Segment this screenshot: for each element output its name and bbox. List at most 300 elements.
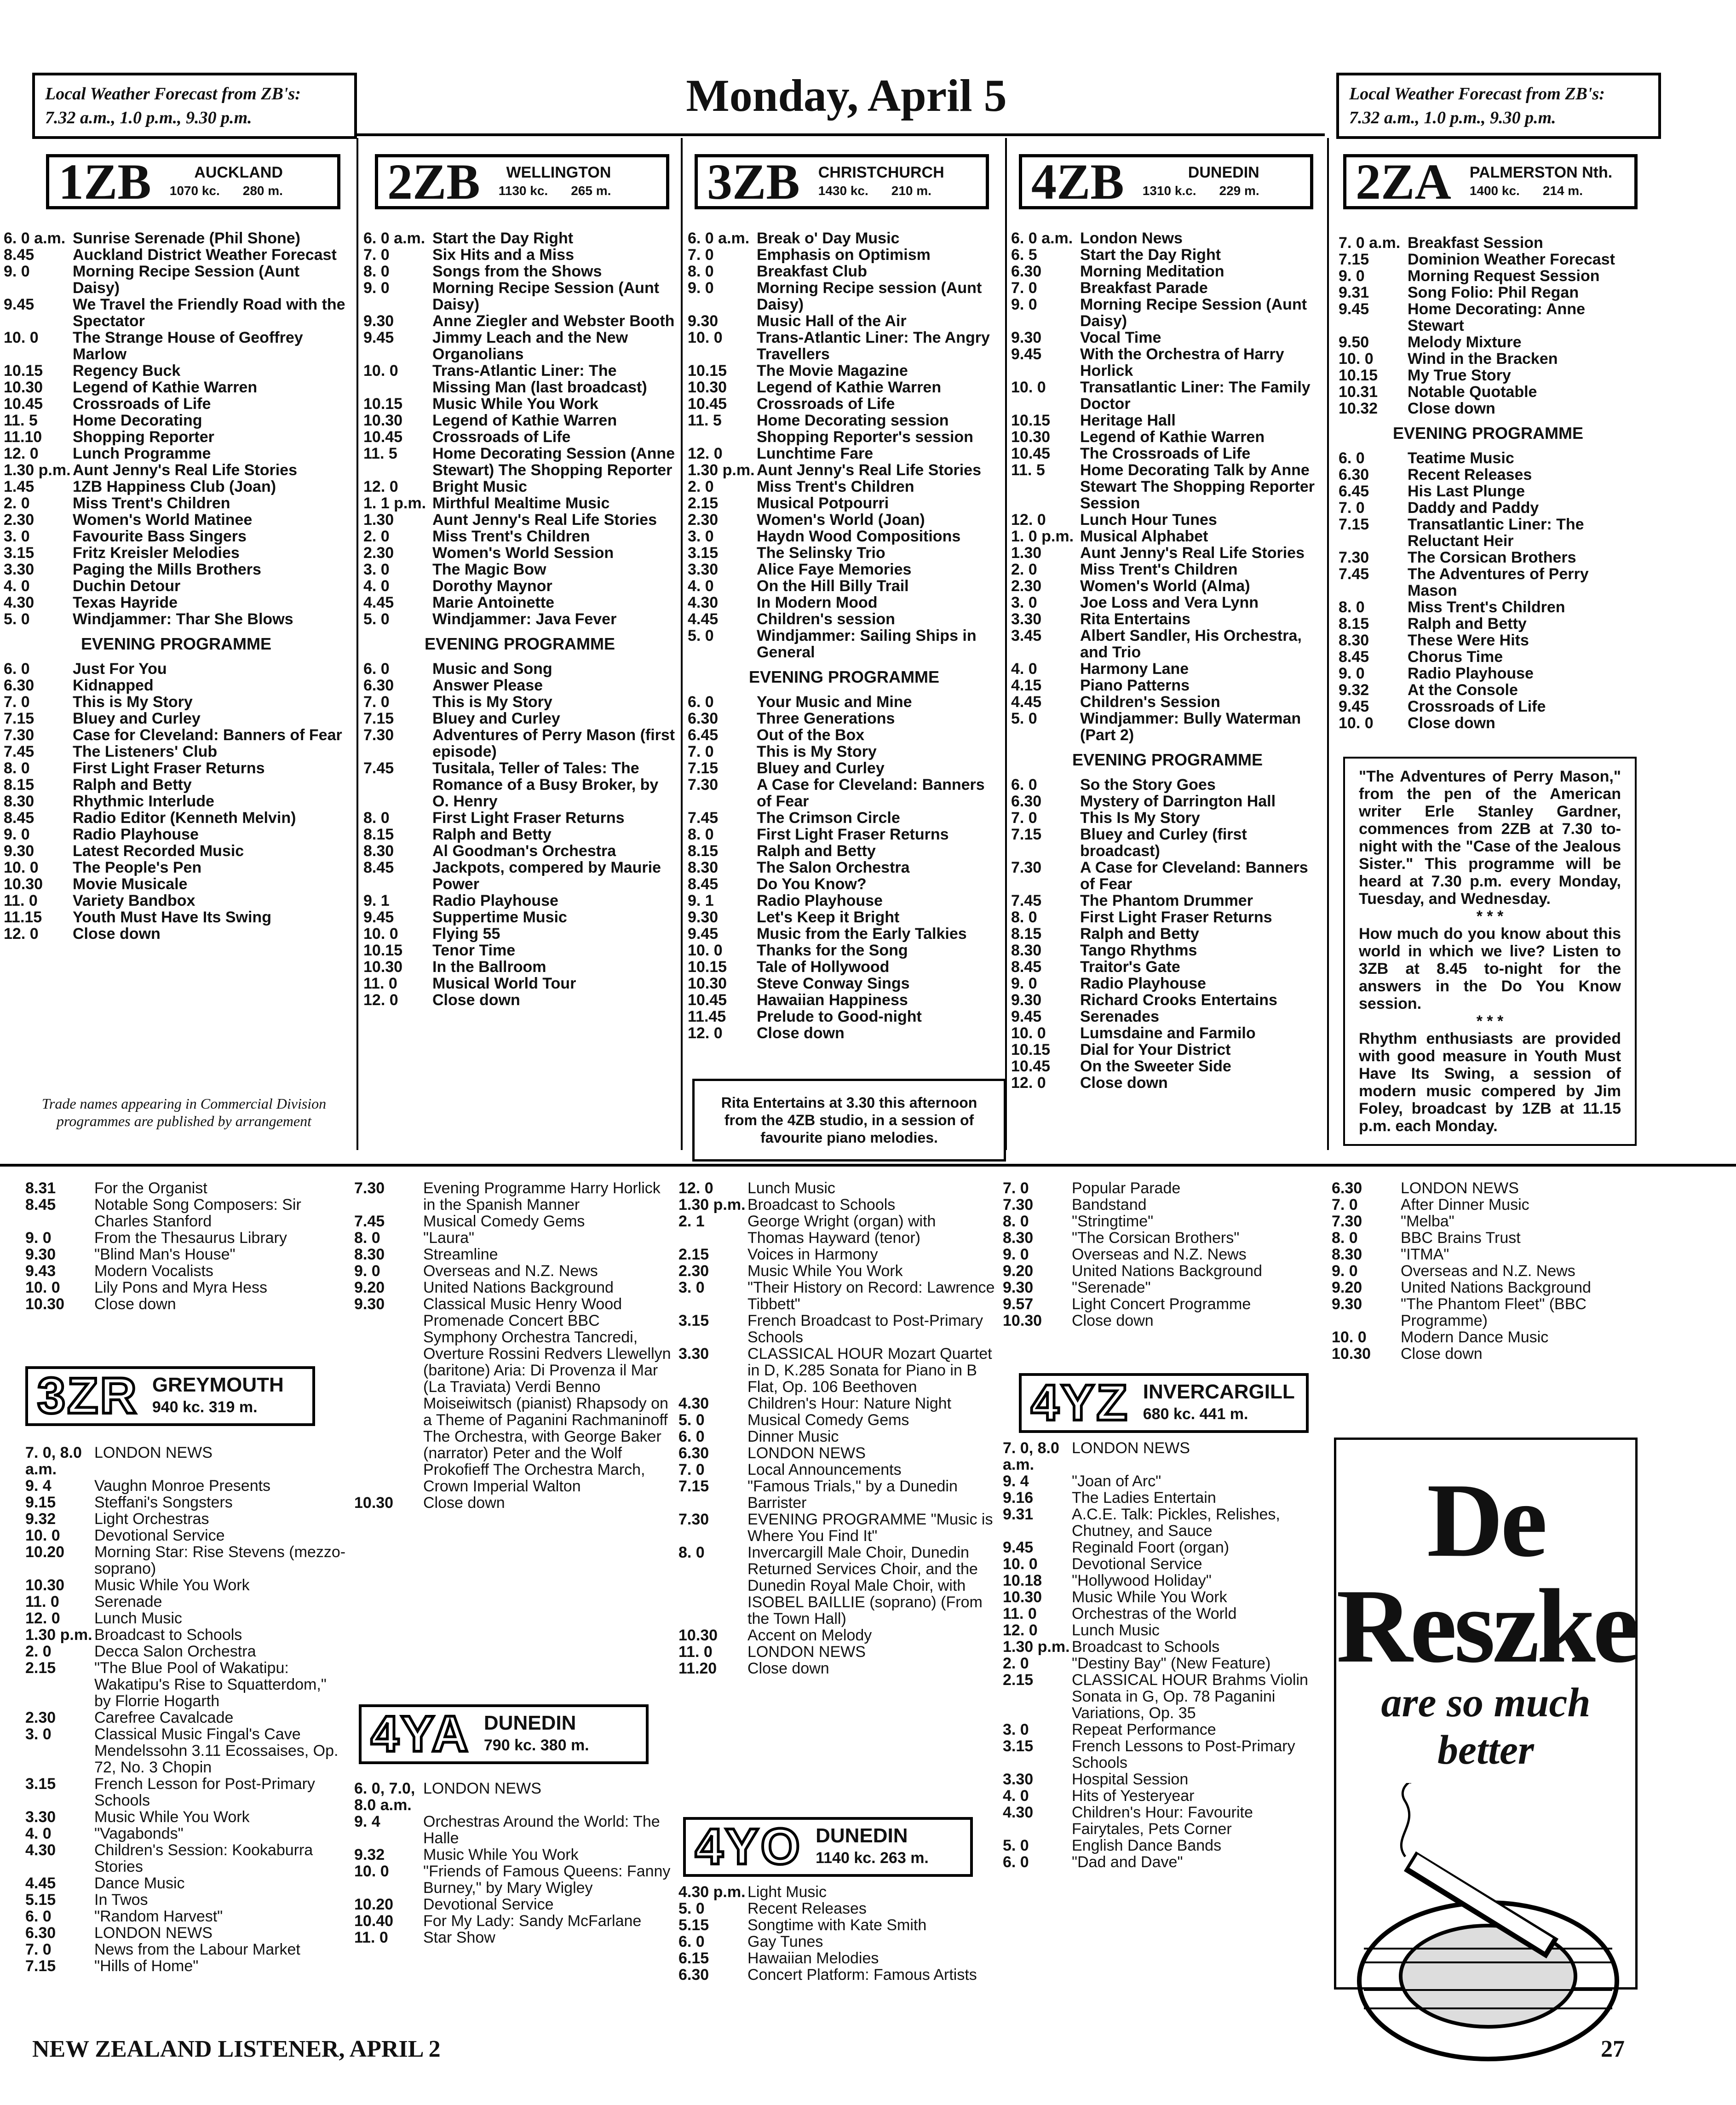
- schedule-item: [1003, 1837, 1320, 1854]
- programme-title: Women's World Matinee: [73, 511, 253, 529]
- time: 5. 0: [1011, 710, 1037, 727]
- evening-item: [688, 1025, 1000, 1041]
- time: 10. 0: [25, 1527, 60, 1544]
- time: 3.30: [678, 1345, 709, 1363]
- programme-title: The People's Pen: [73, 859, 202, 876]
- time: 6. 0: [1339, 449, 1365, 467]
- time: 4.30: [1003, 1804, 1034, 1821]
- evening-item: [1339, 500, 1638, 516]
- programme-title: English Dance Bands: [1072, 1837, 1222, 1854]
- programme-title: Children's session: [757, 610, 895, 628]
- schedule-item: [1003, 1213, 1320, 1230]
- time: 11. 5: [4, 412, 38, 429]
- programme-title: Aunt Jenny's Real Life Stories: [1080, 544, 1305, 562]
- time: 7. 0: [688, 246, 714, 264]
- time: 10.15: [363, 942, 403, 959]
- schedule-item: [363, 412, 676, 429]
- programme-title: Devotional Service: [94, 1527, 225, 1544]
- station-city: PALMERSTON Nth.: [1469, 164, 1613, 181]
- programme-title: Devotional Service: [423, 1896, 554, 1913]
- programme-title: Texas Hayride: [73, 594, 178, 611]
- time: 9.20: [1332, 1279, 1362, 1296]
- programme-title: Duchin Detour: [73, 577, 181, 595]
- evening-item: [688, 843, 1000, 859]
- programme-title: "Melba": [1401, 1213, 1454, 1230]
- time: 11. 0: [363, 975, 397, 992]
- programme-title: Variety Bandbox: [73, 892, 195, 909]
- evening-item: [1011, 776, 1324, 793]
- station-call: 4ZB: [1031, 154, 1124, 210]
- programme-title: The Adventures of Perry Mason: [1408, 565, 1589, 599]
- programme-title: First Light Fraser Returns: [73, 759, 265, 777]
- evening-item: [1339, 649, 1638, 665]
- evening-item: [1011, 959, 1324, 975]
- schedule-item: [688, 247, 1000, 263]
- time: 10.30: [25, 1295, 65, 1313]
- time: 3. 0: [688, 528, 714, 545]
- time: 10.45: [688, 395, 727, 413]
- time: 9.45: [363, 909, 394, 926]
- time: 12. 0: [678, 1179, 713, 1197]
- programme-title: Serenades: [1080, 1008, 1159, 1025]
- time: 4. 0: [1003, 1787, 1029, 1805]
- time: 9.30: [688, 312, 719, 330]
- schedule-item: [363, 445, 676, 478]
- programme-title: Steve Conway Sings: [757, 975, 910, 992]
- evening-item: [363, 942, 676, 959]
- programme-title: Ralph and Betty: [1408, 615, 1527, 633]
- time: 10.20: [354, 1896, 394, 1913]
- evening-item: [4, 743, 349, 760]
- schedule-4zb: [1011, 230, 1324, 1091]
- listing-continued-col2: [354, 1180, 672, 1511]
- time: 11.20: [678, 1660, 717, 1677]
- schedule-item: [678, 1412, 996, 1428]
- programme-title: Broadcast to Schools: [747, 1196, 896, 1214]
- time: 10.15: [688, 362, 727, 380]
- programme-title: Close down: [1080, 1074, 1168, 1092]
- evening-item: [1339, 516, 1638, 549]
- programme-title: Notable Quotable: [1408, 383, 1537, 401]
- programme-title: Flying 55: [432, 925, 500, 943]
- schedule-item: [1011, 346, 1324, 379]
- schedule-item: [678, 1544, 996, 1627]
- evening-item: [363, 959, 676, 975]
- time: 8. 0: [4, 759, 30, 777]
- station-city: DUNEDIN: [483, 1712, 576, 1734]
- programme-title: Children's Session: [1080, 693, 1220, 711]
- trade-names-note: Trade names appearing in Commercial Division programmes are published by arrangement: [41, 1095, 327, 1129]
- programme-title: Music While You Work: [432, 395, 598, 413]
- forecast-title: Local Weather Forecast from ZB's:: [1349, 84, 1605, 104]
- schedule-item: [678, 1461, 996, 1478]
- time: 5. 0: [4, 610, 30, 628]
- programme-title: Lunch Hour Tunes: [1080, 511, 1217, 529]
- time: 9. 0: [4, 263, 30, 280]
- time: 9. 0: [1011, 975, 1037, 992]
- programme-title: "Hollywood Holiday": [1072, 1572, 1212, 1589]
- evening-item: [1339, 615, 1638, 632]
- programme-title: Morning Star: Rise Stevens (mezzo-soprano): [94, 1543, 346, 1577]
- evening-item: [363, 760, 676, 810]
- programme-title: Windjammer: Thar She Blows: [73, 610, 293, 628]
- time: 9.45: [1339, 300, 1369, 318]
- time: 6.30: [4, 677, 34, 694]
- time: 10.20: [25, 1543, 65, 1561]
- programme-title: Broadcast to Schools: [94, 1626, 242, 1644]
- time: 9.30: [1332, 1295, 1362, 1313]
- evening-item: [4, 909, 349, 926]
- programme-title: Home Decorating Session (Anne Stewart) The Shopping Reporter: [432, 445, 675, 479]
- programme-title: Transatlantic Liner: The Family Doctor: [1080, 379, 1311, 413]
- time: 5. 0: [1003, 1837, 1029, 1854]
- station-m: 265 m.: [571, 184, 611, 198]
- programme-title: Lunch Programme: [73, 445, 211, 462]
- schedule-item: [363, 329, 676, 362]
- time: 7.30: [1332, 1213, 1362, 1230]
- schedule-item: [354, 1863, 672, 1896]
- time: 3.30: [1003, 1771, 1034, 1788]
- programme-title: Close down: [432, 991, 520, 1009]
- station-city: CHRISTCHURCH: [818, 164, 944, 181]
- programme-title: Close down: [94, 1295, 176, 1313]
- schedule-item: [25, 1908, 347, 1925]
- schedule-item: [1332, 1246, 1654, 1263]
- time: 1.45: [4, 478, 34, 495]
- evening-programme-heading: EVENING PROGRAMME: [1392, 424, 1584, 443]
- time: 9.43: [25, 1262, 56, 1280]
- programme-title: Classical Music Fingal's Cave Mendelssohn 3.11 Ecossaises, Op. 72, No. 3 Chopin: [94, 1725, 339, 1776]
- schedule-item: [1003, 1622, 1320, 1639]
- programme-title: Local Announcements: [747, 1461, 902, 1478]
- time: 6.30: [1339, 466, 1369, 483]
- schedule-item: [688, 462, 1000, 478]
- programme-title: Break o' Day Music: [757, 230, 900, 247]
- schedule-item: [678, 1213, 996, 1246]
- programme-title: CLASSICAL HOUR Mozart Quartet in D, K.285 Sonata for Piano in B Flat, Op. 106 Beethoven: [747, 1345, 992, 1396]
- programme-title: In Twos: [94, 1891, 148, 1909]
- programme-title: Musical Comedy Gems: [747, 1411, 909, 1429]
- programme-title: Radio Playhouse: [432, 892, 558, 909]
- schedule-item: [678, 1478, 996, 1511]
- programme-title: Hawaiian Melodies: [747, 1950, 879, 1967]
- schedule-item: [688, 313, 1000, 329]
- programme-title: Children's Hour: Nature Night: [747, 1395, 952, 1412]
- time: 2. 0: [1003, 1655, 1029, 1672]
- time: 9.20: [354, 1279, 385, 1296]
- schedule-item: [1003, 1180, 1320, 1196]
- schedule-item: [678, 1312, 996, 1346]
- time: 7. 0: [1011, 279, 1037, 297]
- time: 10.31: [1339, 383, 1378, 401]
- programme-title: Miss Trent's Children: [73, 495, 230, 512]
- programme-title: First Light Fraser Returns: [757, 826, 949, 843]
- evening-item: [363, 892, 676, 909]
- evening-item: [688, 760, 1000, 776]
- schedule-item: [363, 429, 676, 445]
- time: 10.40: [354, 1912, 394, 1930]
- listing-continued-col3: [678, 1180, 996, 1677]
- programme-title: The Crimson Circle: [757, 809, 900, 827]
- time: 8. 0: [688, 263, 714, 280]
- programme-title: Repeat Performance: [1072, 1721, 1216, 1738]
- time: 8.45: [1011, 958, 1042, 976]
- schedule-item: [1332, 1213, 1654, 1230]
- station-call: 4YO: [695, 1818, 802, 1875]
- info-paragraph: How much do you know about this world in which we live? Listen to 3ZB at 8.45 to-night for the answers in the Do You Know session.: [1359, 925, 1621, 1012]
- time: 6. 0: [1003, 1853, 1029, 1871]
- programme-title: BBC Brains Trust: [1401, 1229, 1521, 1247]
- programme-title: United Nations Background: [1401, 1279, 1591, 1296]
- evening-item: [688, 992, 1000, 1008]
- info-paragraph: Rhythm enthusiasts are provided with good measure in Youth Must Have Its Swing, a session of modern music compered by Jim Foley, broadcast by 1ZB at 11.15 p.m. each Monday.: [1359, 1030, 1621, 1135]
- programme-title: Star Show: [423, 1929, 495, 1946]
- programme-title: The Corsican Brothers: [1408, 549, 1576, 566]
- evening-programme-heading: EVENING PROGRAMME: [80, 634, 272, 653]
- station-kc: 1310 k.c.: [1142, 184, 1196, 198]
- listing-continued-col4: [1003, 1180, 1320, 1329]
- programme-title: Paging the Mills Brothers: [73, 561, 261, 578]
- time: 1. 1 p.m.: [363, 495, 426, 512]
- time: 1.30 p.m.: [688, 461, 755, 479]
- time: 3. 0: [1011, 594, 1037, 611]
- programme-title: The Magic Bow: [432, 561, 546, 578]
- schedule-item: [4, 528, 349, 545]
- schedule-item: [678, 1246, 996, 1263]
- schedule-item: [363, 247, 676, 263]
- programme-title: Trans-Atlantic Liner: The Missing Man (last broadcast): [432, 362, 647, 396]
- schedule-item: [1011, 694, 1324, 710]
- schedule-item: [1339, 400, 1638, 417]
- evening-item: [1011, 1058, 1324, 1075]
- programme-title: Music Hall of the Air: [757, 312, 907, 330]
- programme-title: Transatlantic Liner: The Reluctant Heir: [1408, 516, 1584, 550]
- schedule-item: [363, 528, 676, 545]
- programme-title: Prelude to Good-night: [757, 1008, 922, 1025]
- time: 10. 0: [25, 1279, 60, 1296]
- time: 10.30: [25, 1576, 65, 1594]
- schedule-item: [1339, 384, 1638, 400]
- programme-title: Shopping Reporter: [73, 428, 214, 446]
- programme-title: "Blind Man's House": [94, 1246, 236, 1263]
- time: 9.30: [4, 842, 34, 860]
- time: 8.45: [363, 859, 394, 876]
- schedule-item: [354, 1913, 672, 1929]
- evening-item: [1011, 992, 1324, 1008]
- programme-title: Jimmy Leach and the New Organolians: [432, 329, 628, 363]
- time: 7.30: [678, 1511, 709, 1528]
- programme-title: Favourite Bass Singers: [73, 528, 247, 545]
- station-call: 3ZB: [707, 154, 800, 210]
- schedule-item: [363, 263, 676, 280]
- programme-title: Hits of Yesteryear: [1072, 1787, 1195, 1805]
- programme-title: Songtime with Kate Smith: [747, 1916, 927, 1934]
- programme-title: Devotional Service: [1072, 1555, 1202, 1573]
- schedule-item: [1003, 1771, 1320, 1788]
- time: 7. 0: [1339, 499, 1365, 517]
- schedule-item: [1003, 1572, 1320, 1589]
- programme-title: EVENING PROGRAMME "Music is Where You Find It": [747, 1511, 993, 1545]
- programme-title: Just For You: [73, 660, 167, 678]
- time: 3.30: [688, 561, 719, 578]
- schedule-item: [4, 512, 349, 528]
- programme-title: Traitor's Gate: [1080, 958, 1180, 976]
- time: 2.15: [1003, 1671, 1034, 1689]
- station-box-3zb: [695, 154, 989, 209]
- schedule-item: [1011, 263, 1324, 280]
- programme-title: Serenade: [94, 1593, 162, 1610]
- time: 10. 0: [363, 925, 398, 943]
- programme-title: Music and Song: [432, 660, 552, 678]
- schedule-item: [688, 528, 1000, 545]
- programme-title: Ralph and Betty: [432, 826, 552, 843]
- schedule-item: [678, 1627, 996, 1644]
- schedule-item: [25, 1279, 347, 1296]
- time: 4. 0: [1011, 660, 1037, 678]
- evening-item: [4, 727, 349, 743]
- time: 7. 0: [363, 246, 390, 264]
- time: 4.45: [25, 1875, 56, 1892]
- schedule-item: [1339, 301, 1638, 334]
- programme-title: LONDON NEWS: [747, 1643, 866, 1661]
- time: 9.45: [4, 296, 34, 313]
- programme-title: The Ladies Entertain: [1072, 1489, 1216, 1507]
- programme-title: "Destiny Bay" (New Feature): [1072, 1655, 1271, 1672]
- schedule-item: [678, 1196, 996, 1213]
- schedule-item: [25, 1610, 347, 1627]
- time: 10.30: [688, 975, 727, 992]
- programme-title: This is My Story: [432, 693, 552, 711]
- schedule-item: [688, 379, 1000, 396]
- schedule-item: [354, 1296, 672, 1495]
- time: 12. 0: [688, 445, 723, 462]
- schedule-item: [1332, 1279, 1654, 1296]
- time: 10.45: [688, 991, 727, 1009]
- time: 7.15: [1339, 251, 1369, 268]
- time: 5. 0: [678, 1411, 705, 1429]
- time: 2.15: [678, 1246, 709, 1263]
- time: 11.15: [4, 909, 42, 926]
- schedule-item: [1003, 1804, 1320, 1837]
- schedule-item: [4, 429, 349, 445]
- schedule-item: [25, 1296, 347, 1312]
- time: 6.30: [1011, 263, 1042, 280]
- time: 8. 0: [1003, 1213, 1029, 1230]
- schedule-item: [1339, 235, 1638, 251]
- programme-title: Richard Crooks Entertains: [1080, 991, 1277, 1009]
- schedule-4ya: [354, 1780, 672, 1946]
- programme-title: Dorothy Maynor: [432, 577, 552, 595]
- schedule-item: [688, 495, 1000, 512]
- evening-item: [4, 710, 349, 727]
- de-reszke-advertisement: [1334, 1438, 1638, 1990]
- programme-title: Anne Ziegler and Webster Booth: [432, 312, 675, 330]
- column-rule: [1327, 138, 1329, 1150]
- schedule-item: [688, 578, 1000, 594]
- time: 12. 0: [688, 1024, 723, 1042]
- schedule-item: [1011, 280, 1324, 296]
- time: 6.30: [363, 677, 394, 694]
- weather-forecast-box-right: [1336, 73, 1661, 139]
- evening-item: [4, 926, 349, 942]
- programme-title: Gay Tunes: [747, 1933, 823, 1950]
- programme-title: Modern Dance Music: [1401, 1329, 1549, 1346]
- programme-title: These Were Hits: [1408, 632, 1529, 649]
- time: 1.30: [363, 511, 394, 529]
- time: 8.45: [4, 809, 34, 827]
- time: 8.15: [363, 826, 394, 843]
- programme-title: LONDON NEWS: [1401, 1179, 1519, 1197]
- schedule-item: [1339, 367, 1638, 384]
- programme-title: Lily Pons and Myra Hess: [94, 1279, 268, 1296]
- schedule-item: [25, 1196, 347, 1230]
- forecast-times: 7.32 a.m., 1.0 p.m., 9.30 p.m.: [1349, 108, 1556, 127]
- evening-programme-heading: EVENING PROGRAMME: [424, 634, 615, 653]
- evening-item: [1339, 483, 1638, 500]
- evening-item: [1339, 682, 1638, 698]
- programme-title: Breakfast Session: [1408, 234, 1543, 252]
- time: 9.20: [1003, 1262, 1034, 1280]
- programme-title: Ralph and Betty: [1080, 925, 1199, 943]
- time: 6.30: [678, 1444, 709, 1462]
- schedule-item: [4, 462, 349, 478]
- time: 10.30: [4, 379, 43, 396]
- time: 1.30 p.m.: [4, 461, 71, 479]
- evening-item: [4, 810, 349, 826]
- time: 2.30: [25, 1709, 56, 1726]
- time: 3.15: [678, 1312, 709, 1329]
- time: 2.15: [25, 1659, 56, 1677]
- programme-title: "Friends of Famous Queens: Fanny Burney," by Mary Wigley: [423, 1863, 671, 1897]
- time: 10.18: [1003, 1572, 1042, 1589]
- station-m: 280 m.: [242, 184, 283, 198]
- programme-title: Radio Playhouse: [1080, 975, 1206, 992]
- time: 7.15: [363, 710, 394, 727]
- schedule-item: [25, 1230, 347, 1246]
- schedule-item: [354, 1246, 672, 1263]
- time: 8.30: [1003, 1229, 1034, 1247]
- programme-title: Home Decorating session Shopping Reporter's session: [757, 412, 973, 446]
- schedule-item: [688, 362, 1000, 379]
- schedule-item: [25, 1941, 347, 1958]
- time: 7.45: [4, 743, 34, 760]
- schedule-item: [1011, 611, 1324, 627]
- programme-title: "Laura": [423, 1229, 475, 1247]
- evening-item: [363, 710, 676, 727]
- time: 2.30: [688, 511, 719, 529]
- time: 9. 1: [363, 892, 390, 909]
- evening-item: [688, 892, 1000, 909]
- evening-item: [1011, 859, 1324, 892]
- schedule-item: [363, 578, 676, 594]
- time: 9.45: [1003, 1539, 1034, 1556]
- schedule-item: [1339, 351, 1638, 367]
- time: 10. 0: [688, 942, 723, 959]
- evening-item: [363, 661, 676, 677]
- time: 11. 0: [25, 1593, 59, 1610]
- time: 10. 0: [4, 859, 39, 876]
- programme-title: Ralph and Betty: [757, 842, 876, 860]
- schedule-item: [1003, 1246, 1320, 1263]
- programme-title: Lunch Music: [747, 1179, 835, 1197]
- time: 8.30: [363, 842, 394, 860]
- programme-title: With the Orchestra of Harry Horlick: [1080, 345, 1284, 380]
- programme-title: Musical Alphabet: [1080, 528, 1208, 545]
- time: 7.30: [1339, 549, 1369, 566]
- programme-title: United Nations Background: [1072, 1262, 1262, 1280]
- station-call: 4YA: [371, 1706, 470, 1762]
- schedule-item: [688, 412, 1000, 445]
